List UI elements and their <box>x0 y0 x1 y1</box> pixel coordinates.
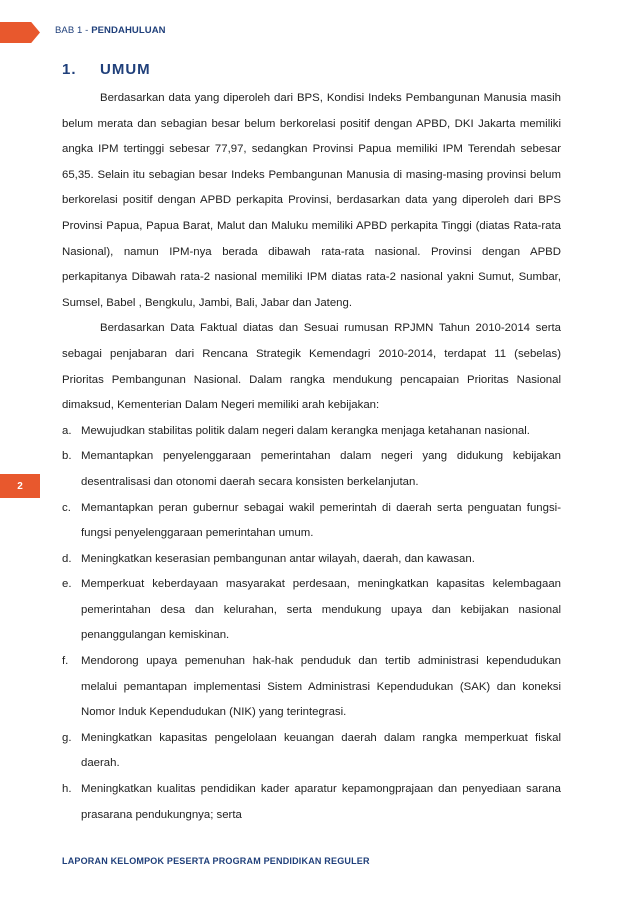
list-item <box>62 649 561 726</box>
list-marker: b. <box>62 450 72 463</box>
list-item <box>62 777 561 828</box>
section-heading <box>62 61 151 78</box>
chapter-prefix: BAB 1 - <box>55 25 92 36</box>
policy-list <box>62 419 561 829</box>
list-item <box>62 547 561 573</box>
paragraph-policy-intro: Berdasarkan Data Faktual diatas dan Sesuai rumusan RPJMN Tahun 2010-2014 serta sebagai penjabaran dari Rencana Strategik Kemendagri 2010-2014, terdapat 11 (sebelas) Prioritas Pembangunan Nasional. Dalam rangka mendukung pencapaian Prioritas Nasional dimaksud, Kementerian Dalam Negeri memiliki arah kebijakan: <box>62 322 561 412</box>
document-body <box>62 86 561 828</box>
list-item-text: Memperkuat keberdayaan masyarakat perdesaan, meningkatkan kapasitas kelembagaan pemerintahan desa dan kelurahan, serta mendukung upaya dan kebijakan nasional penanggulangan kemiskinan. <box>81 578 561 642</box>
chapter-title: PENDAHULUAN <box>91 25 166 36</box>
paragraph-ipm-overview: Berdasarkan data yang diperoleh dari BPS, Kondisi Indeks Pembangunan Manusia masih belum merata dan sebagian besar belum berkorelasi positif dengan APBD, DKI Jakarta memiliki angka IPM tertinggi sebesar 77,97, sedangkan Provinsi Papua memiliki IPM Terendah sebesar 65,35. Selain itu sebagian besar Indeks Pembangunan Manusia di masing-masing provinsi belum berkorelasi positif dengan APBD perkapita Provinsi, berdasarkan data yang diperoleh dari BPS Provinsi Papua, Papua Barat, Malut dan Maluku memiliki APBD perkapita Tinggi (diatas Rata-rata Nasional), namun IPM-nya berada dibawah rata-rata nasional. Provinsi dengan APBD perkapitanya Dibawah rata-2 nasional memiliki IPM diatas rata-2 nasional yakni Sumut, Sumbar, Sumsel, Babel , Bengkulu, Jambi, Bali, Jabar dan Jateng. <box>62 92 561 309</box>
list-marker: a. <box>62 424 72 437</box>
list-item-text: Mewujudkan stabilitas politik dalam negeri dalam kerangka menjaga ketahanan nasional. <box>81 424 530 437</box>
list-item-text: Meningkatkan kualitas pendidikan kader aparatur kepamongprajaan dan penyediaan sarana prasarana pendukungnya; serta <box>81 783 561 821</box>
header-accent-tab <box>0 22 40 43</box>
footer-report-title: LAPORAN KELOMPOK PESERTA PROGRAM PENDIDIKAN REGULER <box>62 856 370 866</box>
list-marker: g. <box>62 731 72 744</box>
chapter-header <box>55 25 166 36</box>
list-item <box>62 496 561 547</box>
list-marker: c. <box>62 501 71 514</box>
list-item-text: Memantapkan peran gubernur sebagai wakil pemerintah di daerah serta penguatan fungsi-fungsi penyelenggaraan pemerintahan umum. <box>81 501 561 540</box>
list-item-text: Memantapkan penyelenggaraan pemerintahan dalam negeri yang didukung kebijakan desentralisasi dan otonomi daerah secara konsisten berkelanjutan. <box>81 450 561 488</box>
page-number: 2 <box>17 480 23 492</box>
section-title: UMUM <box>100 61 151 78</box>
list-marker: e. <box>62 578 72 591</box>
list-item <box>62 444 561 495</box>
list-marker: d. <box>62 552 72 565</box>
section-number: 1. <box>62 61 77 78</box>
list-item <box>62 572 561 649</box>
list-item-text: Meningkatkan keserasian pembangunan antar wilayah, daerah, dan kawasan. <box>81 552 475 565</box>
list-item <box>62 726 561 777</box>
list-marker: f. <box>62 655 69 668</box>
list-item-text: Meningkatkan kapasitas pengelolaan keuangan daerah dalam rangka memperkuat fiskal daerah. <box>81 731 561 770</box>
list-item <box>62 419 561 445</box>
list-item-text: Mendorong upaya pemenuhan hak-hak penduduk dan tertib administrasi kependudukan melalui pemantapan implementasi Sistem Administrasi Kependudukan (SAK) dan koneksi Nomor Induk Kependudukan (NIK) yang terintegrasi. <box>81 655 561 719</box>
list-marker: h. <box>62 783 72 796</box>
page-number-badge <box>0 474 40 498</box>
